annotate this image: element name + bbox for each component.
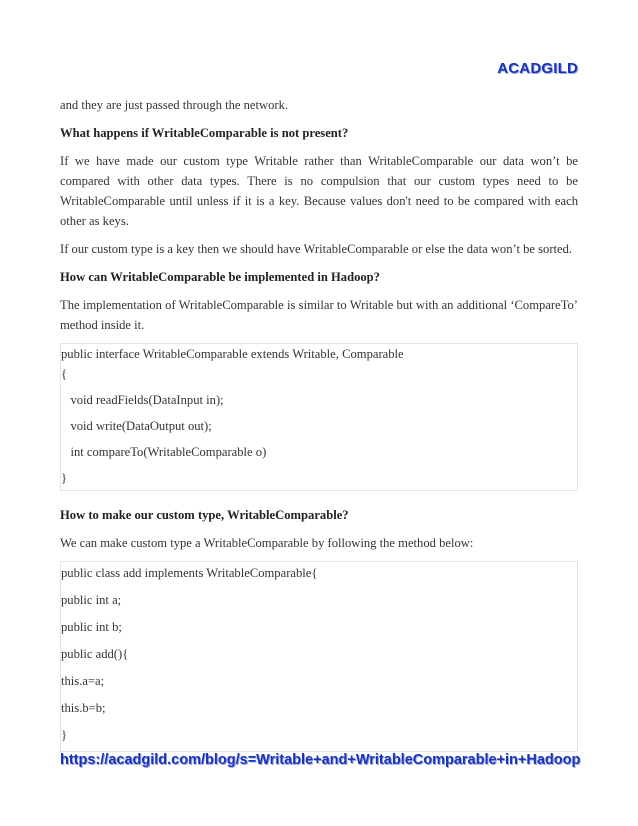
code-line: public int b; [61,620,122,634]
code-line: this.b=b; [61,701,106,715]
paragraph-key-sorted: If our custom type is a key then we should have WritableComparable or else the data won’t be sorted. [60,242,573,256]
code-line: this.a=a; [61,674,105,688]
heading-implemented: How can WritableComparable be implemented in Hadoop? [60,270,380,284]
code-line: public int a; [61,593,122,607]
heading-not-present: What happens if WritableComparable is not present? [60,126,349,140]
code-block-interface [60,343,578,491]
code-line: int compareTo(WritableComparable o) [61,445,267,459]
code-line: { [61,367,68,381]
code-line: void write(DataOutput out); [61,419,212,433]
paragraph-method-below: We can make custom type a WritableComparable by following the method below: [60,536,474,550]
code-line: } [61,728,68,742]
footer-url-link[interactable]: https://acadgild.com/blog/s=Writable+and+WritableComparable+in+Hadoop [60,752,581,768]
paragraph-network: and they are just passed through the network. [60,98,289,112]
code-line: void readFields(DataInput in); [61,393,224,407]
heading-make-custom: How to make our custom type, WritableComparable? [60,508,349,522]
code-block-class [60,561,578,752]
paragraph-implementation: The implementation of WritableComparable is similar to Writable but with an additional ‘CompareTo’ method inside it. [60,298,578,332]
document-body [60,95,581,768]
paragraph-custom-writable: If we have made our custom type Writable rather than WritableComparable our data won’t be compared with other data types. There is no compulsion that our custom types need to be WritableComparable until unless if it is a key. Because values don't need to be compared with each other as keys. [60,154,578,228]
brand-logo-text: ACADGILD [497,60,578,77]
code-line: public class add implements WritableComparable{ [61,566,318,580]
code-line: public add(){ [61,647,129,661]
code-line: } [61,471,68,485]
code-line: public interface WritableComparable extends Writable, Comparable [61,347,404,361]
